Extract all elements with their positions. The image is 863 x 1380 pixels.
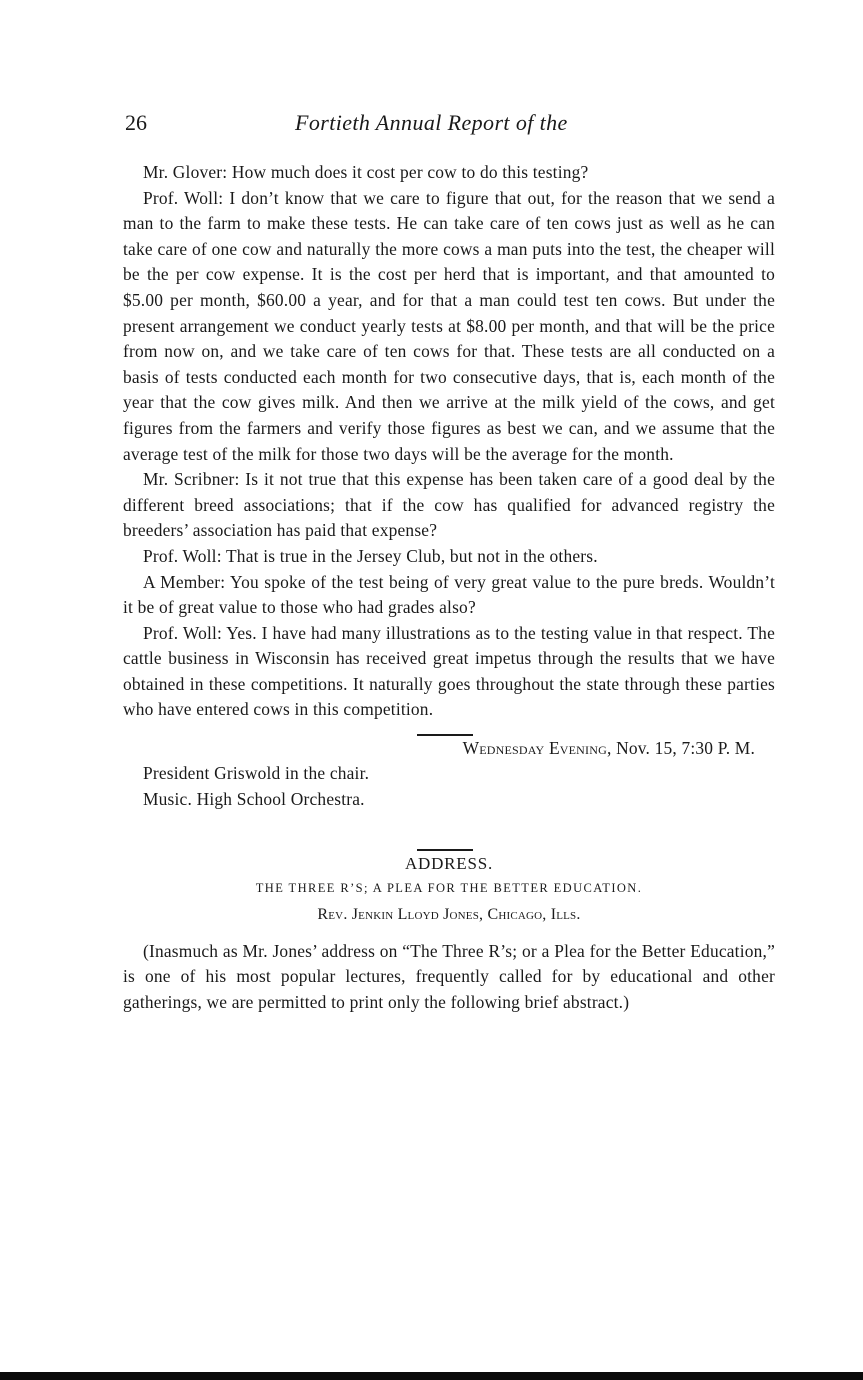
author-name: Rev. Jenkin Lloyd Jones: [317, 906, 480, 924]
page-number: 26: [125, 110, 147, 135]
page-body: [123, 160, 775, 1015]
address-author: [123, 902, 775, 928]
abstract-note: (Inasmuch as Mr. Jones’ address on “The Three R’s; or a Plea for the Better Education,” is one of his most popular lectures, frequently called for by educational and other gatherings, we are permitted to print only the following brief abstract.): [123, 940, 775, 1012]
paragraph-scribner-question: Mr. Scribner: Is it not true that this expense has been taken care of a good deal by the different breed associations; that if the cow has qualified for advanced registry the breeders’ association has paid that expense?: [123, 469, 775, 541]
scan-edge: [0, 1372, 863, 1380]
page-header: [125, 110, 773, 140]
paragraph-woll-jersey: Prof. Woll: That is true in the Jersey Club, but not in the others.: [143, 545, 598, 566]
session-chair-note: President Griswold in the chair.: [143, 763, 370, 784]
paragraph-woll-answer: Prof. Woll: I don’t know that we care to figure that out, for the reason that we send a man to the farm to make these tests. He can take care of ten cows just as well as he can take care of one cow and naturally the more cows a man puts into the test, the cheaper will be the per cow expense. It is the cost per herd that is important, and that amounted to $5.00 per month, $60.00 a year, and for that a man could test ten cows. But under the present arrangement we conduct yearly tests at $8.00 per month, and that will be the price from now on, and we take care of ten cows for that. These tests are all conducted on a basis of tests conducted each month for two consecutive days, that is, each month of the year that the cow gives milk. And then we arrive at the milk yield of the cows, and get figures from the farmers and verify those figures as best we can, and we assume that the average test of the milk for those two days will be the average for the month.: [123, 187, 775, 464]
session-music-note: Music. High School Orchestra.: [143, 788, 365, 809]
paragraph-woll-yes: Prof. Woll: Yes. I have had many illustrations as to the testing value in that respect. The cattle business in Wisconsin has received great impetus through the results that we have obtained in these competitions. It naturally goes throughout the state through these parties who have entered cows in this competition.: [123, 622, 775, 720]
section-divider: [417, 734, 473, 736]
session-day-time: Wednesday Evening: [462, 737, 607, 758]
session-date: , Nov. 15, 7:30 P. M.: [606, 737, 755, 758]
address-subtitle: THE THREE R’S; A PLEA FOR THE BETTER EDUCATION.: [255, 881, 643, 896]
author-location: , Chicago, Ills.: [479, 906, 581, 924]
section-divider: [417, 849, 473, 851]
session-heading: [123, 736, 775, 762]
paragraph-glover-question: Mr. Glover: How much does it cost per cow to do this testing?: [143, 162, 589, 182]
address-heading: ADDRESS.: [404, 853, 494, 873]
paragraph-member-question: A Member: You spoke of the test being of very great value to the pure breds. Wouldn’t it be of great value to those who had grades also?: [123, 571, 775, 618]
running-title: Fortieth Annual Report of the: [295, 110, 568, 135]
